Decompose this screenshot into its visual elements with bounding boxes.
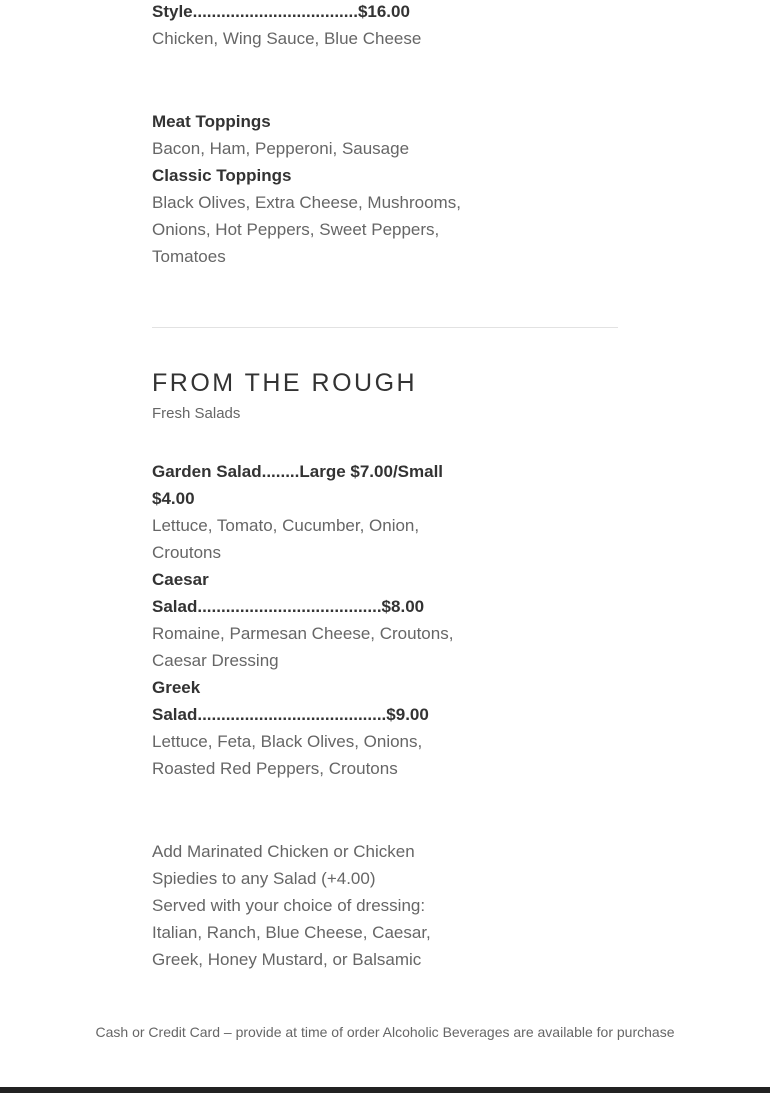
salad-note: Greek, Honey Mustard, or Balsamic (152, 950, 422, 969)
salad-note: Served with your choice of dressing: (152, 896, 426, 915)
meat-toppings-heading: Meat Toppings (152, 112, 271, 131)
salad-description: Lettuce, Feta, Black Olives, Onions, (152, 732, 423, 751)
salad-name-price: Salad........................................$9.00 (152, 705, 429, 724)
section-title: FROM THE ROUGH (152, 369, 418, 397)
classic-toppings-line: Black Olives, Extra Cheese, Mushrooms, (152, 193, 461, 212)
salad-name-price: Caesar (152, 570, 209, 589)
salad-name-price: $4.00 (152, 489, 195, 508)
salad-description: Croutons (152, 543, 221, 562)
salad-note: Add Marinated Chicken or Chicken (152, 842, 415, 861)
classic-toppings-line: Tomatoes (152, 247, 226, 266)
salad-name-price: Salad.......................................$8.00 (152, 597, 425, 616)
salad-note: Spiedies to any Salad (+4.00) (152, 869, 376, 888)
meat-toppings-list: Bacon, Ham, Pepperoni, Sausage (152, 139, 410, 158)
payment-note: Cash or Credit Card – provide at time of order Alcoholic Beverages are available for purchase (95, 1024, 675, 1040)
footer-bar (0, 1087, 770, 1093)
menu-item-name-price: Style...................................$16.00 (152, 2, 410, 21)
menu-item-description: Chicken, Wing Sauce, Blue Cheese (152, 29, 422, 48)
salad-description: Roasted Red Peppers, Croutons (152, 759, 398, 778)
salad-description: Romaine, Parmesan Cheese, Croutons, (152, 624, 454, 643)
classic-toppings-heading: Classic Toppings (152, 166, 292, 185)
salad-name-price: Greek (152, 678, 201, 697)
classic-toppings-line: Onions, Hot Peppers, Sweet Peppers, (152, 220, 440, 239)
salad-description: Lettuce, Tomato, Cucumber, Onion, (152, 516, 420, 535)
salad-description: Caesar Dressing (152, 651, 279, 670)
salad-note: Italian, Ranch, Blue Cheese, Caesar, (152, 923, 431, 942)
section-subtitle: Fresh Salads (152, 405, 241, 422)
salad-name-price: Garden Salad........Large $7.00/Small (152, 462, 444, 481)
section-divider (152, 327, 618, 328)
